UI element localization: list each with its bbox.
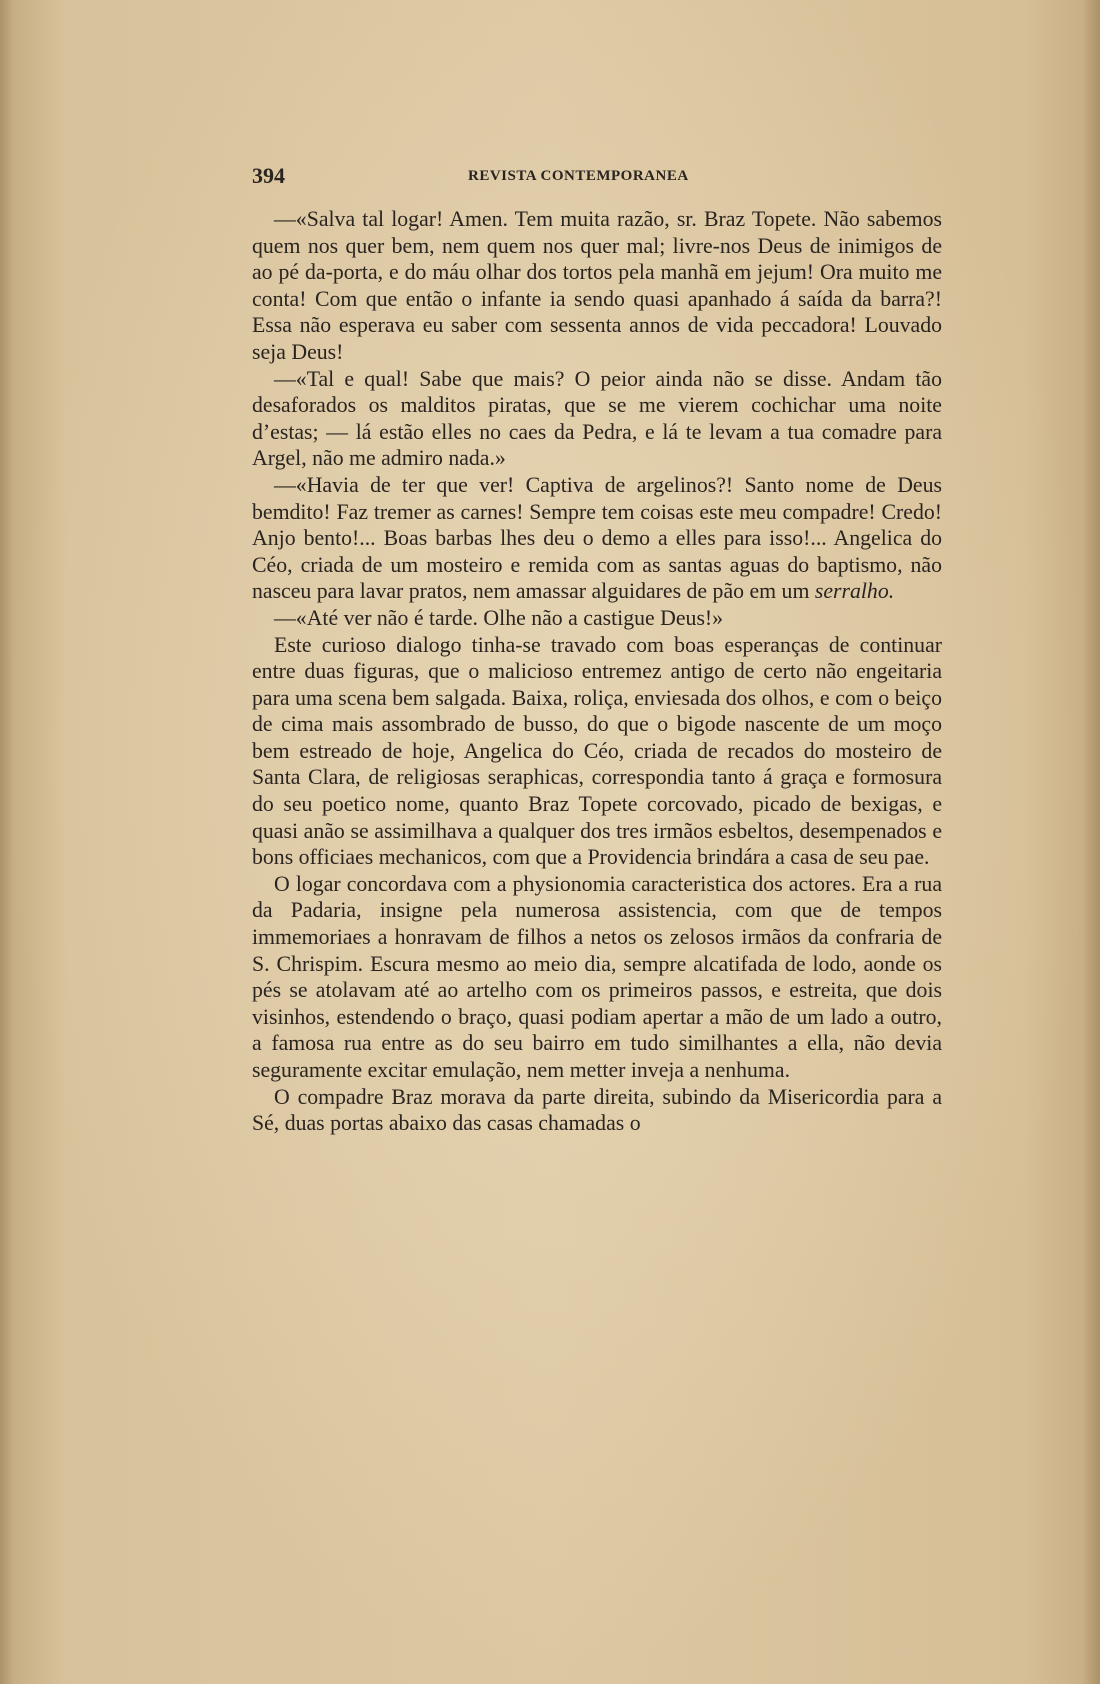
body-text [252,206,942,1137]
running-title: REVISTA CONTEMPORANEA [468,168,689,184]
page-shadow-right [1082,0,1100,1684]
paragraph: —«Tal e qual! Sabe que mais? O peior ainda não se disse. Andam tão desaforados os malditos piratas, que se me vierem cochichar uma noite d’estas; — lá estão elles no caes da Pedra, e lá te levam a tua comadre para Argel, não me admiro nada.» [252,366,942,471]
paragraph: O logar concordava com a physionomia caracteristica dos actores. Era a rua da Padaria, insigne pela numerosa assistencia, com que de tempos immemoriaes a honravam de filhos a netos os zelosos irmãos da confraria de S. Chrispim. Escura mesmo ao meio dia, sempre alcatifada de lodo, aonde os pés se atolavam até ao artelho com os primeiros passos, e estreita, que dois visinhos, estendendo o braço, quasi podiam apertar a mão de um lado a outro, a famosa rua entre as do seu bairro em tudo similhantes a ella, não devia seguramente excitar emulação, nem metter inveja a nenhuma. [252,871,942,1082]
italic-word: serralho. [814,579,895,604]
paragraph: O compadre Braz morava da parte direita, subindo da Misericordia para a Sé, duas portas abaixo das casas chamadas o [252,1084,942,1136]
page-number: 394 [252,163,285,188]
paragraph [252,472,942,605]
paragraph-text: —«Havia de ter que ver! Captiva de argelinos?! Santo nome de Deus bemdito! Faz tremer as carnes! Sempre tem coisas este meu compadre! Credo! Anjo bento!... Boas barbas lhes deu o demo a elles para isso!... Angelica do Céo, criada de um mosteiro e remida com as santas aguas do baptismo, não nasceu para lavar pratos, nem amassar alguidares de pão em um [252,472,942,604]
paragraph: —«Até ver não é tarde. Olhe não a castigue Deus!» [274,605,724,630]
page-header [252,163,944,193]
paragraph: Este curioso dialogo tinha-se travado com boas esperanças de continuar entre duas figuras, que o malicioso entremez antigo de certo não engeitaria para uma scena bem salgada. Baixa, roliça, enviesada dos olhos, e com o beiço de cima mais assombrado de busso, do que o bigode nascente de um moço bem estreado de hoje, Angelica do Céo, criada de recados do mosteiro de Santa Clara, de religiosas seraphicas, correspondia tanto á graça e formosura do seu poetico nome, quanto Braz Topete corcovado, picado de bexigas, e quasi anão se assimilhava a qualquer dos tres irmãos esbeltos, desempenados e bons officiaes mechanicos, com que a Providencia brindára a casa de seu pae. [252,632,942,870]
paragraph: —«Salva tal logar! Amen. Tem muita razão, sr. Braz Topete. Não sabemos quem nos quer bem, nem quem nos quer mal; livre-nos Deus de inimigos de ao pé da-porta, e do máu olhar dos tortos pela manhã em jejum! Ora muito me conta! Com que então o infante ia sendo quasi apanhado á saída da barra?! Essa não esperava eu saber com sessenta annos de vida peccadora! Louvado seja Deus! [252,207,942,364]
page-shadow-left [0,0,14,1684]
